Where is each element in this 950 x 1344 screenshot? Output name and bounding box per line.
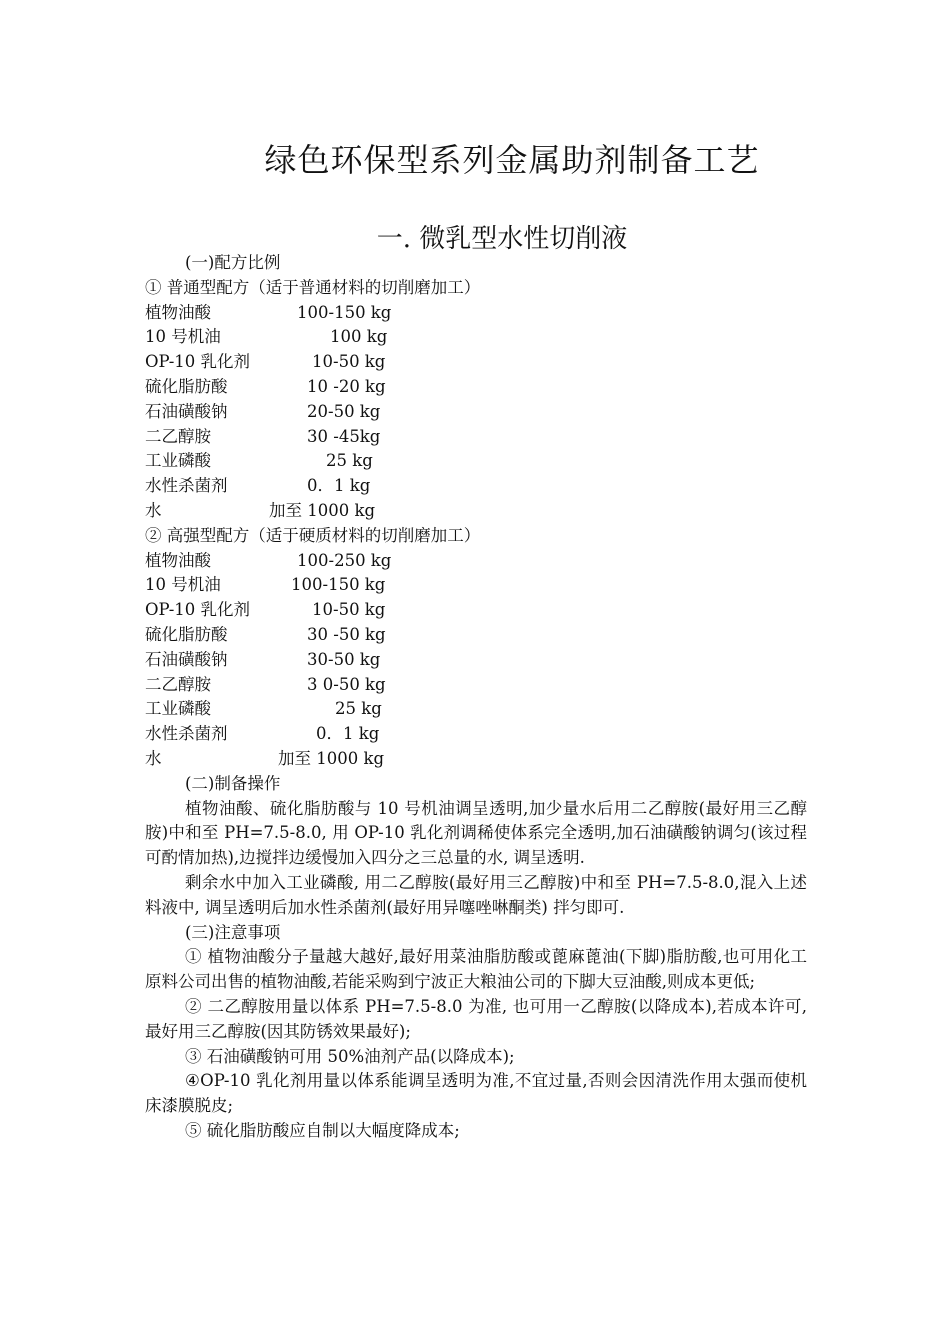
ingredient-amount: 100-250 kg (297, 550, 392, 570)
ingredient-row (145, 449, 807, 474)
ingredient-name: 10 号机油 (145, 327, 221, 347)
note-item: ⑤ 硫化脂肪酸应自制以大幅度降成本; (185, 1120, 460, 1140)
ingredient-row (145, 598, 807, 623)
ingredient-amount: 加至 1000 kg (278, 748, 385, 768)
ingredient-name: 工业磷酸 (145, 451, 211, 471)
paragraph: 剩余水中加入工业磷酸, 用二乙醇胺(最好用三乙醇胺)中和至 PH=7.5-8.0,混入上述料液中, 调呈透明后加水性杀菌剂(最好用异噻唑啉酮类) 拌匀即可. (145, 872, 807, 917)
ingredient-name: 石油磺酸钠 (145, 649, 228, 669)
note-item: ③ 石油磺酸钠可用 50%油剂产品(以降成本); (185, 1046, 515, 1066)
ingredient-amount: 30 -45kg (307, 426, 381, 446)
ingredient-row (145, 573, 807, 598)
document-body (145, 251, 807, 1144)
ingredient-name: 二乙醇胺 (145, 674, 211, 694)
ingredient-name: 二乙醇胺 (145, 426, 211, 446)
ingredient-name: 植物油酸 (145, 550, 211, 570)
ingredient-amount: 10 -20 kg (307, 376, 386, 396)
ingredient-amount: 0．1 kg (316, 724, 380, 744)
ingredient-row (145, 648, 807, 673)
ingredient-row (145, 697, 807, 722)
ingredient-amount: 25 kg (335, 699, 382, 719)
ingredient-row (145, 747, 807, 772)
ingredient-name: 水性杀菌剂 (145, 476, 228, 496)
section3-heading: (三)注意事项 (185, 922, 281, 942)
section1-heading: (一)配方比例 (185, 253, 281, 272)
ingredient-amount: 25 kg (326, 451, 373, 471)
ingredient-row (145, 474, 807, 499)
ingredient-row (145, 673, 807, 698)
ingredient-amount: 0．1 kg (307, 476, 371, 496)
ingredient-amount: 10-50 kg (312, 600, 386, 620)
note-item: ① 植物油酸分子量越大越好,最好用菜油脂肪酸或蓖麻蓖油(下脚)脂肪酸,也可用化工原料公司出售的植物油酸,若能采购到宁波正大粮油公司的下脚大豆油酸,则成本更低; (145, 947, 807, 992)
ingredient-name: 水性杀菌剂 (145, 724, 228, 744)
document-title: 绿色环保型系列金属助剂制备工艺 (264, 141, 760, 179)
ingredient-amount: 100-150 kg (291, 575, 386, 595)
ingredient-row (145, 499, 807, 524)
formula2-heading: ② 高强型配方（适于硬质材料的切削磨加工） (145, 525, 481, 545)
ingredient-amount: 30-50 kg (307, 649, 381, 669)
paragraph: 植物油酸、硫化脂肪酸与 10 号机油调呈透明,加少量水后用二乙醇胺(最好用三乙醇胺)中和至 PH=7.5-8.0, 用 OP-10 乳化剂调稀使体系完全透明,加石油磺酸钠调匀(该过程可酌情加热),边搅拌边缓慢加入四分之三总量的水, 调呈透明. (145, 798, 807, 868)
ingredient-amount: 3 0-50 kg (307, 674, 386, 694)
formula1-heading: ① 普通型配方（适于普通材料的切削磨加工） (145, 277, 481, 297)
ingredient-row (145, 400, 807, 425)
ingredient-row (145, 425, 807, 450)
ingredient-amount: 100 kg (330, 327, 388, 347)
ingredient-row (145, 301, 807, 326)
section-title: 一. 微乳型水性切削液 (376, 224, 628, 254)
ingredient-name: 石油磺酸钠 (145, 401, 228, 421)
ingredient-amount: 加至 1000 kg (269, 500, 376, 520)
ingredient-name: 硫化脂肪酸 (145, 376, 228, 396)
ingredient-name: 水 (145, 500, 162, 520)
ingredient-row (145, 325, 807, 350)
formula1-list (145, 301, 807, 524)
ingredient-amount: 30 -50 kg (307, 624, 386, 644)
ingredient-name: 植物油酸 (145, 302, 211, 322)
ingredient-row (145, 623, 807, 648)
formula2-list (145, 549, 807, 772)
ingredient-row (145, 375, 807, 400)
ingredient-amount: 100-150 kg (297, 302, 392, 322)
ingredient-name: 硫化脂肪酸 (145, 624, 228, 644)
ingredient-name: 10 号机油 (145, 575, 221, 595)
note-item: ② 二乙醇胺用量以体系 PH=7.5-8.0 为准, 也可用一乙醇胺(以降成本),若成本许可,最好用三乙醇胺(因其防锈效果最好); (145, 996, 807, 1041)
ingredient-name: 工业磷酸 (145, 699, 211, 719)
note-item: ④OP-10 乳化剂用量以体系能调呈透明为准,不宜过量,否则会因清洗作用太强而使机床漆膜脱皮; (145, 1071, 807, 1116)
ingredient-name: OP-10 乳化剂 (145, 352, 251, 372)
ingredient-name: 水 (145, 748, 162, 768)
ingredient-row (145, 350, 807, 375)
section2-heading: (二)制备操作 (185, 773, 281, 793)
ingredient-amount: 10-50 kg (312, 352, 386, 372)
ingredient-amount: 20-50 kg (307, 401, 381, 421)
ingredient-name: OP-10 乳化剂 (145, 600, 251, 620)
ingredient-row (145, 549, 807, 574)
ingredient-row (145, 722, 807, 747)
